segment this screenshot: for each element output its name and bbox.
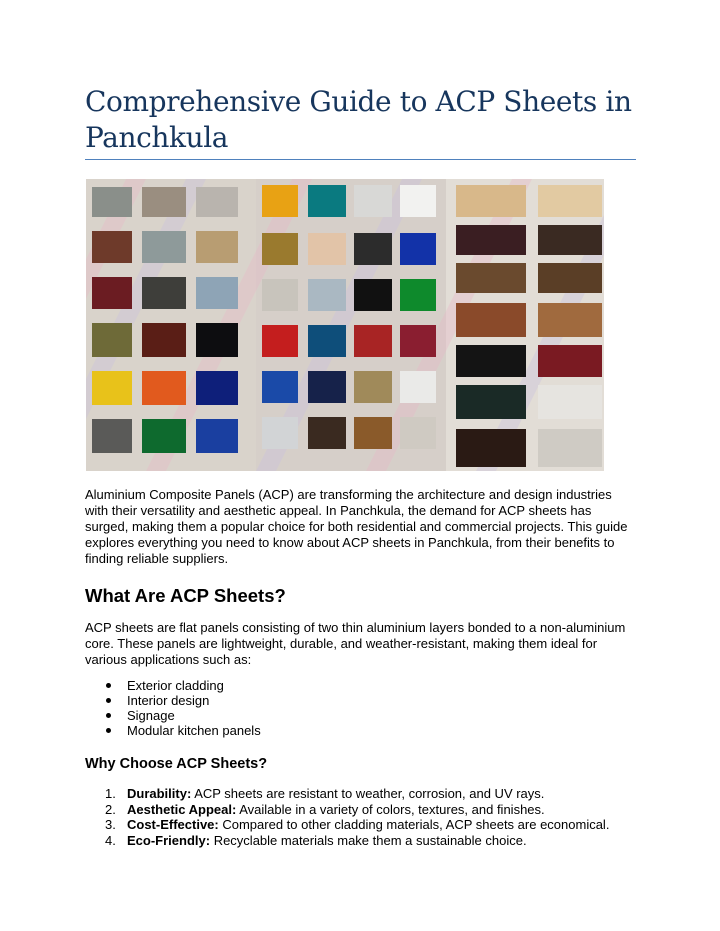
- section-paragraph-what-are-acp: ACP sheets are flat panels consisting of two thin aluminium layers bonded to a non-aluminium core. These panels are lightweight, durable, and weather-resistant, making them ideal for various applications such as:: [85, 620, 626, 667]
- list-item-text: Exterior cladding: [127, 678, 224, 693]
- bullet-icon: [106, 683, 111, 688]
- bullet-icon: [106, 713, 111, 718]
- benefit-term: Durability:: [127, 786, 192, 801]
- list-number: 2.: [105, 801, 116, 817]
- benefit-term: Cost-Effective:: [127, 817, 219, 832]
- list-item: [85, 833, 609, 849]
- list-item: [85, 708, 261, 723]
- list-item-text: Interior design: [127, 693, 210, 708]
- benefit-text: Recyclable materials make them a sustainable choice.: [210, 832, 527, 848]
- title-divider: [85, 159, 636, 160]
- benefit-text: ACP sheets are resistant to weather, corrosion, and UV rays.: [191, 786, 545, 801]
- page-title: Comprehensive Guide to ACP Sheets in Panchkula: [85, 85, 632, 154]
- list-item-text: Signage: [127, 708, 175, 723]
- bullet-icon: [106, 698, 111, 703]
- list-number: 4.: [105, 832, 116, 848]
- benefit-term: Eco-Friendly:: [127, 832, 211, 848]
- list-item: [85, 817, 609, 833]
- list-item: [85, 786, 609, 802]
- benefit-term: Aesthetic Appeal:: [127, 801, 237, 817]
- list-item: [85, 693, 261, 708]
- section-heading-why-choose: Why Choose ACP Sheets?: [85, 756, 268, 772]
- list-item: [85, 802, 609, 818]
- section-heading-what-are-acp: What Are ACP Sheets?: [85, 585, 286, 606]
- benefits-list: [85, 786, 609, 848]
- list-number: 3.: [105, 817, 116, 832]
- list-item-text: Modular kitchen panels: [127, 723, 261, 738]
- acp-sample-catalog-photo: [86, 179, 604, 471]
- list-number: 1.: [105, 786, 116, 801]
- photo-illustration: [86, 179, 604, 471]
- benefit-text: Compared to other cladding materials, ACP sheets are economical.: [218, 817, 610, 832]
- intro-paragraph: Aluminium Composite Panels (ACP) are transforming the architecture and design industries with their versatility and aesthetic appeal. In Panchkula, the demand for ACP sheets has surged, making them a popular choice for both residential and commercial projects. This guide explores everything you need to know about ACP sheets in Panchkula, from their benefits to finding reliable suppliers.: [85, 487, 628, 566]
- list-item: [85, 678, 261, 693]
- bullet-icon: [106, 728, 111, 733]
- list-item: [85, 723, 261, 738]
- benefit-text: Available in a variety of colors, textures, and finishes.: [236, 801, 545, 817]
- applications-list: [85, 678, 261, 738]
